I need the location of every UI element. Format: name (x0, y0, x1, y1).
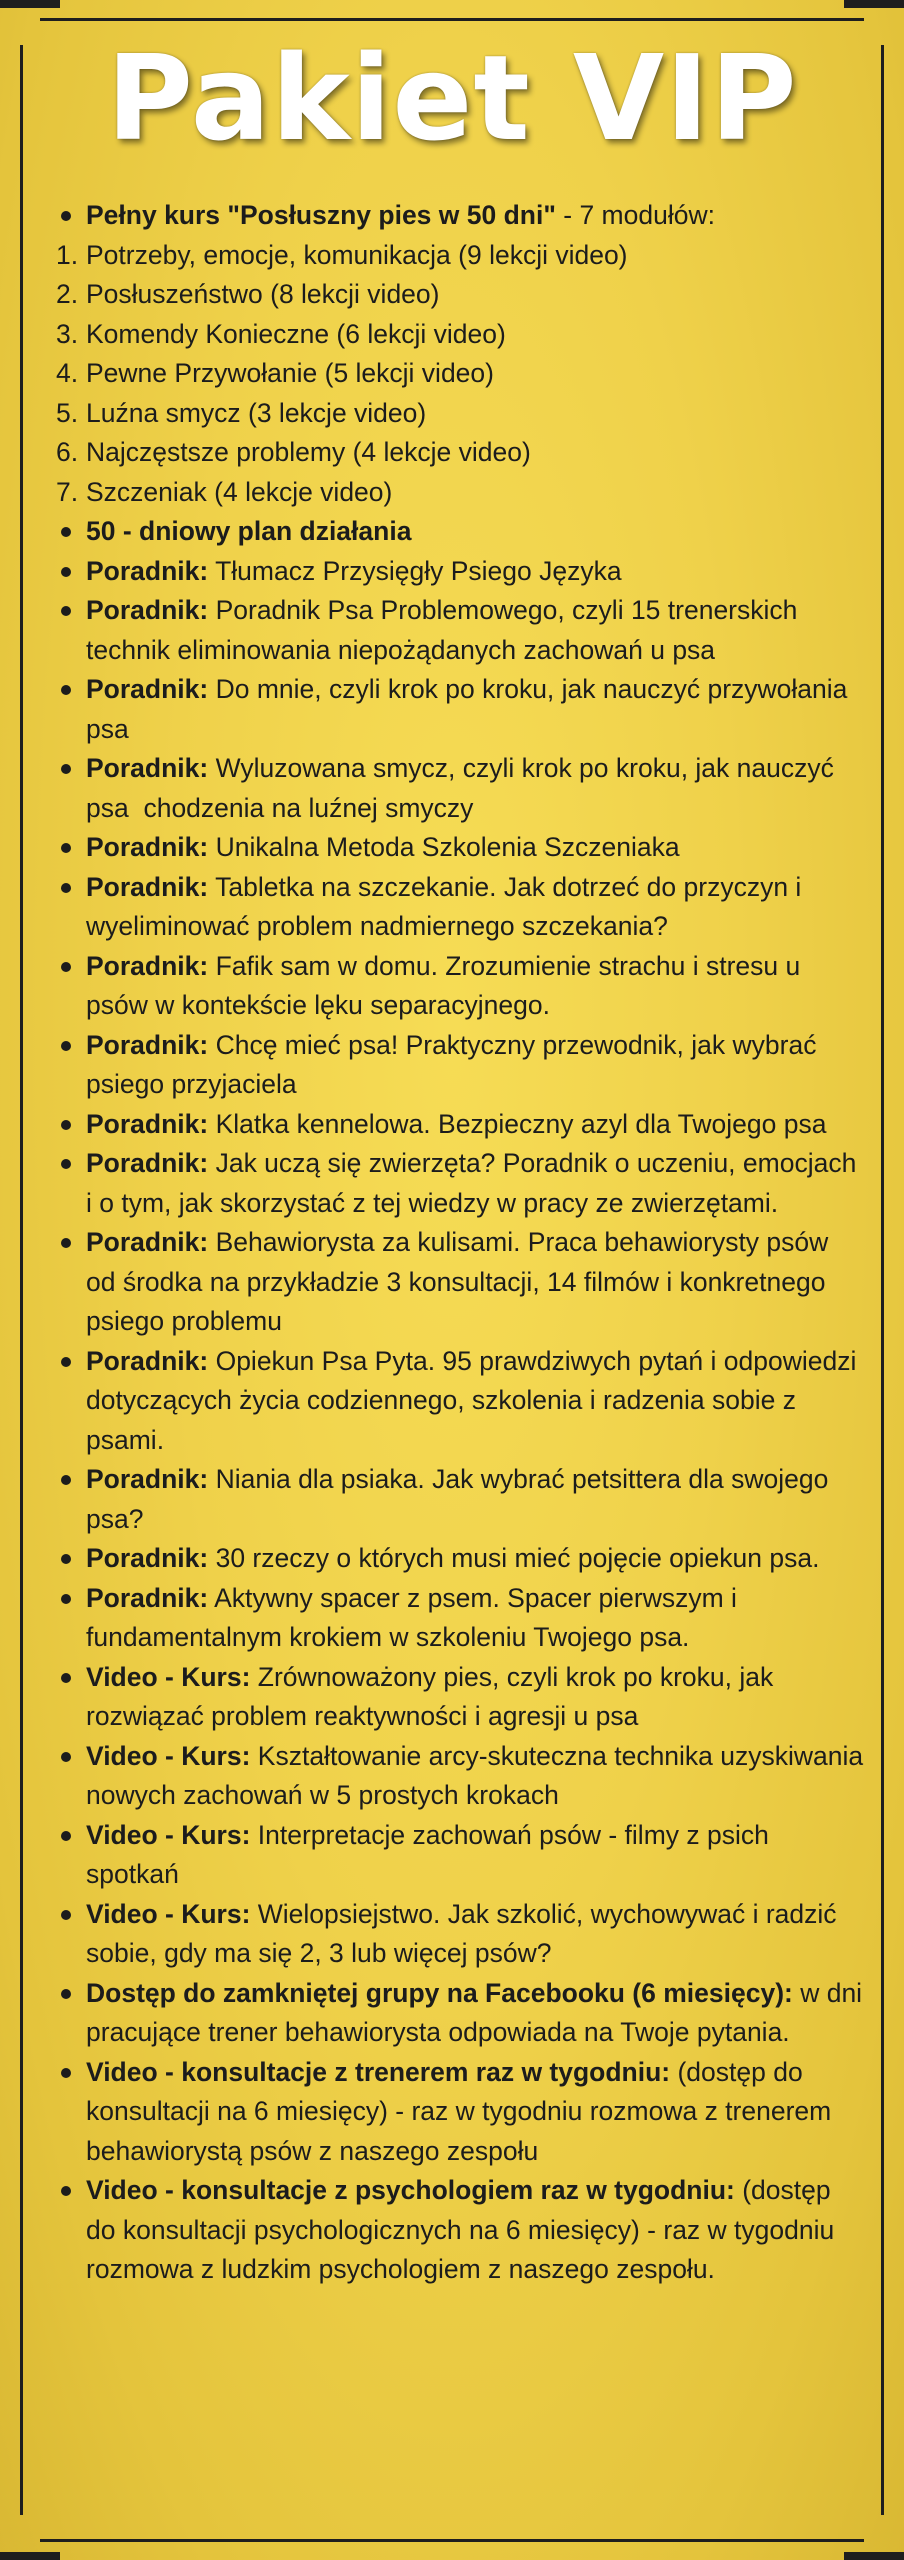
frame-left-line (20, 45, 23, 2515)
item-text: Najczęstsze problemy (4 lekcje video) (86, 437, 531, 467)
item-bold-label: Poradnik: (86, 832, 209, 862)
package-list-item (56, 196, 864, 236)
package-list-item (56, 1737, 871, 1816)
item-bold-label: Poradnik: (86, 753, 209, 783)
package-contents-list (56, 196, 871, 2290)
package-list-item (56, 1579, 864, 1658)
item-bold-label: Poradnik: (86, 950, 209, 981)
item-bold-label: Video - konsultacje z trenerem raz w tygodniu: (86, 2056, 671, 2087)
item-bold-label: Poradnik: (86, 1543, 209, 1573)
module-list-item (56, 315, 864, 355)
module-list-item (56, 473, 864, 513)
module-list-item (56, 394, 864, 434)
package-list-item (56, 670, 864, 749)
item-number: 1. (56, 239, 79, 270)
item-text: Szczeniak (4 lekcje video) (86, 476, 393, 507)
item-text: Komendy Konieczne (6 lekcji video) (86, 318, 506, 349)
page-title: Pakiet VIP (106, 29, 798, 167)
item-text: Jak uczą się zwierzęta? Poradnik o uczeniu, emocjach i o tym, jak skorzystać z tej wiedzy w pracy ze zwierzętami. (86, 1148, 864, 1218)
item-bold-label: 50 - dniowy plan działania (86, 516, 412, 546)
item-number: 2. (56, 279, 79, 309)
package-list-item (56, 947, 864, 1026)
item-bold-label: Video - Kurs: (86, 1661, 251, 1692)
item-text: Wielopsiejstwo. Jak szkolić, wychowywać i radzić sobie, gdy ma się 2, 3 lub więcej psów? (86, 1898, 844, 1968)
frame-right-line (881, 45, 884, 2515)
item-text: Tabletka na szczekanie. Jak dotrzeć do przyczyn i wyeliminować problem nadmiernego szczekania? (86, 871, 809, 941)
item-bold-label: Video - Kurs: (86, 1740, 251, 1771)
item-bold-label: Poradnik: (86, 1108, 209, 1139)
module-list-item (56, 354, 864, 394)
item-text: Aktywny spacer z psem. Spacer pierwszym i fundamentalnym krokiem w szkoleniu Twojego psa. (86, 1582, 745, 1652)
item-bold-label: Poradnik: (86, 1582, 209, 1613)
item-bold-label: Poradnik: (86, 555, 209, 586)
package-list-item (56, 1460, 864, 1539)
frame-corner-top-left (0, 0, 60, 8)
item-bold-label: Poradnik: (86, 871, 209, 902)
item-bold-label: Poradnik: (86, 1227, 209, 1257)
package-list-item (56, 1144, 864, 1223)
module-list-item (56, 236, 864, 276)
item-text: Behawiorysta za kulisami. Praca behawiorysty psów od środka na przykładzie 3 konsultacji, 14 filmów i konkretnego psiego problemu (86, 1227, 836, 1336)
module-list-item (56, 433, 864, 473)
item-text: Tłumacz Przysięgły Psiego Języka (208, 555, 622, 586)
item-text: Poradnik Psa Problemowego, czyli 15 trenerskich technik eliminowania niepożądanych zachowań u psa (86, 595, 805, 665)
package-list-item (56, 552, 864, 592)
item-number: 4. (56, 358, 79, 388)
item-text: Niania dla psiaka. Jak wybrać petsittera dla swojego psa? (86, 1464, 836, 1534)
item-number: 7. (56, 476, 79, 507)
item-text: Klatka kennelowa. Bezpieczny azyl dla Twojego psa (208, 1108, 827, 1139)
package-list-item (56, 1105, 864, 1145)
package-list-item (56, 1539, 864, 1579)
package-list-item (56, 2053, 864, 2172)
item-bold-label: Video - Kurs: (86, 1819, 251, 1850)
item-text: Kształtowanie arcy-skuteczna technika uzyskiwania nowych zachowań w 5 prostych krokach (86, 1740, 871, 1810)
item-text: Luźna smycz (3 lekcje video) (86, 397, 427, 428)
package-list-item (56, 1223, 864, 1342)
package-list-item (56, 749, 864, 828)
item-text: Do mnie, czyli krok po kroku, jak nauczyć przywołania psa (86, 674, 855, 744)
item-text: Opiekun Psa Pyta. 95 prawdziwych pytań i odpowiedzi dotyczących życia codziennego, szkolenia i radzenia sobie z psami. (86, 1345, 864, 1455)
item-bold-label: Poradnik: (86, 1029, 209, 1060)
frame-corner-bottom-right (844, 2552, 904, 2560)
item-text: Unikalna Metoda Szkolenia Szczeniaka (208, 832, 680, 862)
item-text: Wyluzowana smycz, czyli krok po kroku, jak nauczyć psa chodzenia na luźnej smyczy (86, 753, 842, 823)
item-bold-label: Poradnik: (86, 1148, 209, 1178)
package-list-item (56, 1342, 864, 1461)
frame-corner-top-right (844, 0, 904, 8)
item-text: Fafik sam w domu. Zrozumienie strachu i stresu u psów w kontekście lęku separacyjnego. (86, 950, 808, 1020)
item-text: (dostęp do konsultacji na 6 miesięcy) - raz w tygodniu rozmowa z trenerem behawiorystą psów z naszego zespołu (86, 2056, 839, 2166)
package-list-item (56, 828, 864, 868)
frame-corner-bottom-left (0, 2552, 60, 2560)
item-number: 3. (56, 318, 79, 349)
package-list-item (56, 2171, 864, 2290)
package-list-item (56, 1026, 864, 1105)
package-list-item (56, 1974, 870, 2053)
frame-bottom-line (40, 2539, 864, 2542)
item-text: (dostęp do konsultacji psychologicznych na 6 miesięcy) - raz w tygodniu rozmowa z ludzkim psychologiem z naszego zespołu. (86, 2175, 842, 2284)
item-text: Posłuszeństwo (8 lekcji video) (86, 279, 440, 309)
item-number: 5. (56, 397, 79, 428)
item-bold-label: Video - Kurs: (86, 1898, 251, 1929)
package-list-item (56, 1895, 864, 1974)
item-text: 30 rzeczy o których musi mieć pojęcie opiekun psa. (208, 1543, 820, 1573)
item-text: Potrzeby, emocje, komunikacja (9 lekcji video) (86, 239, 628, 270)
item-bold-label: Poradnik: (86, 674, 209, 704)
package-list-item (56, 512, 864, 552)
item-bold-label: Poradnik: (86, 595, 209, 625)
item-text: w dni pracujące trener behawiorysta odpowiada na Twoje pytania. (86, 1977, 870, 2047)
item-bold-label: Poradnik: (86, 1464, 209, 1494)
module-list-item (56, 275, 864, 315)
package-list-item (56, 868, 864, 947)
item-text: Pewne Przywołanie (5 lekcji video) (86, 358, 494, 388)
item-text: Chcę mieć psa! Praktyczny przewodnik, jak wybrać psiego przyjaciela (86, 1029, 824, 1099)
item-text: - 7 modułów: (555, 200, 715, 230)
item-text: Interpretacje zachowań psów - filmy z psich spotkań (86, 1819, 777, 1889)
item-bold-label: Video - konsultacje z psychologiem raz w tygodniu: (86, 2175, 735, 2205)
item-number: 6. (56, 437, 79, 467)
item-bold-label: Dostęp do zamkniętej grupy na Facebooku (6 miesięcy): (86, 1977, 793, 2008)
item-text: Zrównoważony pies, czyli krok po kroku, jak rozwiązać problem reaktywności i agresji u psa (86, 1661, 781, 1731)
package-list-item (56, 1658, 864, 1737)
item-bold-label: Poradnik: (86, 1345, 209, 1376)
package-list-item (56, 591, 864, 670)
item-bold-label: Pełny kurs "Posłuszny pies w 50 dni" (86, 200, 556, 230)
frame-top-line (40, 18, 864, 21)
package-list-item (56, 1816, 864, 1895)
